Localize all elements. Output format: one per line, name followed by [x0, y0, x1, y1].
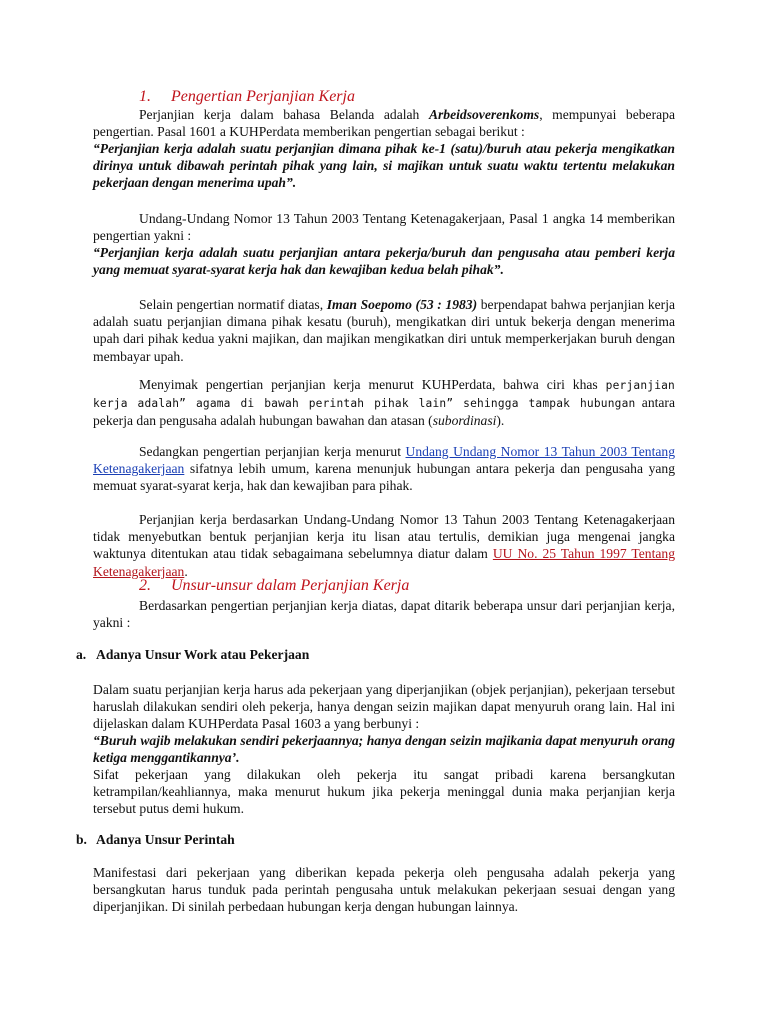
section-1-heading: [139, 88, 355, 106]
text: , mempunyai beberapa pengertian. Pasal 1601 a KUHPerdata memberikan pengertian sebagai berikut :: [93, 107, 675, 140]
term-arbeidsoverenkoms: Arbeidsoverenkoms: [428, 107, 540, 122]
section-2-title: Unsur-unsur dalam Perjanjian Kerja: [171, 577, 410, 594]
text: Perjanjian kerja dalam bahasa Belanda adalah: [139, 107, 429, 122]
quote-pasal-1603a: “Buruh wajib melakukan sendiri pekerjaannya; hanya dengan seizin majikania dapat menyuruh orang ketiga menggantikannya’.: [93, 733, 675, 766]
text: antara pekerja dan pengusaha adalah hubungan bawahan dan atasan (: [93, 395, 675, 429]
paragraph-sifat-pekerjaan: Sifat pekerjaan yang dilakukan oleh pekerja itu sangat pribadi karena bersangkutan ketrampilan/keahliannya, maka menurut hukum jika pekerja meninggal dunia maka perjanjian kerja tersebut putus demi hukum.: [93, 767, 675, 817]
subheading-mark: b.: [76, 832, 87, 847]
text: Sedangkan pengertian perjanjian kerja menurut: [139, 444, 406, 459]
text: Menyimak pengertian perjanjian kerja menurut KUHPerdata, bahwa ciri khas: [139, 377, 606, 392]
text: .: [184, 563, 188, 579]
section-2-number: 2.: [139, 577, 151, 594]
link-uu-25-1997[interactable]: UU No. 25 Tahun 1997 Tentang Ketenagakerjaan: [93, 546, 676, 579]
text-mono: perjanjian kerja adalah” agama di bawah perintah pihak lain” sehingga tampak hubungan: [93, 379, 675, 411]
paragraph-unsur-intro: Berdasarkan pengertian perjanjian kerja diatas, dapat ditarik beberapa unsur dari perjanjian kerja, yakni :: [93, 598, 675, 631]
text: Selain pengertian normatif diatas,: [139, 297, 327, 312]
paragraph-unsur-perintah: Manifestasi dari pekerjaan yang diberikan kepada pekerja oleh pengusaha adalah pekerja yang bersangkutan harus tunduk pada perintah pengusaha untuk melakukan pekerjaan sesuai dengan yang diperjanjikan. Di sinilah perbedaan hubungan kerja dengan hubungan lainnya.: [93, 865, 675, 915]
paragraph-umum: [93, 443, 675, 495]
paragraph-ciri-khas: [93, 376, 675, 430]
subheading-title: Adanya Unsur Work atau Pekerjaan: [96, 647, 310, 662]
subheading-a: [76, 647, 309, 663]
section-1-title: Pengertian Perjanjian Kerja: [171, 88, 355, 105]
author-citation: Iman Soepomo (53 : 1983): [326, 297, 478, 312]
paragraph-iman-soepomo: [93, 296, 675, 365]
text: sifatnya lebih umum, karena menunjuk hubungan antara pekerja dan pengusaha yang memuat syarat-syarat kerja, hak dan kewajiban para pihak.: [93, 461, 675, 494]
section-2-heading: [139, 577, 409, 595]
subheading-b: [76, 832, 235, 848]
term-subordinasi: subordinasi: [432, 413, 497, 429]
quote-kuhperdata: “Perjanjian kerja adalah suatu perjanjian dimana pihak ke-1 (satu)/buruh atau pekerja mengikatkan dirinya untuk dibawah perintah pihak yang lain, si majikan untuk suatu waktu tertentu melakukan pekerjaan dengan menerima upah”.: [93, 141, 675, 191]
section-1-number: 1.: [139, 88, 151, 105]
paragraph-bentuk-perjanjian: [93, 511, 675, 580]
paragraph-uu-13-2003: Undang-Undang Nomor 13 Tahun 2003 Tentang Ketenagakerjaan, Pasal 1 angka 14 memberikan pengertian yakni :: [93, 211, 675, 244]
text: Perjanjian kerja berdasarkan Undang-Undang Nomor 13 Tahun 2003 Tentang Ketenagakerjaan tidak menyebutkan bentuk perjanjian kerja itu lisan atau tertulis, demikian juga mengenai jangka waktunya ditentukan atau tidak sebagaimana sebelumnya diatur dalam: [93, 512, 675, 562]
paragraph-definition-kuhperdata: [93, 106, 675, 140]
subheading-mark: a.: [76, 647, 87, 662]
quote-uu-13-2003: “Perjanjian kerja adalah suatu perjanjian antara pekerja/buruh dan pengusaha atau pemberi kerja yang memuat syarat-syarat kerja hak dan kewajiban kedua belah pihak”.: [93, 245, 675, 278]
text: ).: [496, 413, 505, 429]
text: berpendapat bahwa perjanjian kerja adalah suatu perjanjian dimana pihak kesatu (buruh), mengikatkan diri untuk bekerja dengan menerima upah dari pihak kedua yakni majikan, dan majikan mengikatkan diri untuk memperkerjakan buruh dengan membayar upah.: [93, 297, 676, 364]
link-uu-13-2003[interactable]: Undang Undang Nomor 13 Tahun 2003 Tentang Ketenagakerjaan: [93, 444, 676, 477]
paragraph-unsur-work: Dalam suatu perjanjian kerja harus ada pekerjaan yang diperjanjikan (objek perjanjian), pekerjaan tersebut haruslah dilakukan sendiri oleh pekerja, hanya dengan seizin majikan dapat menyuruh orang lain. Hal ini dijelaskan dalam KUHPerdata Pasal 1603 a yang berbunyi :: [93, 682, 675, 732]
subheading-title: Adanya Unsur Perintah: [96, 832, 235, 847]
